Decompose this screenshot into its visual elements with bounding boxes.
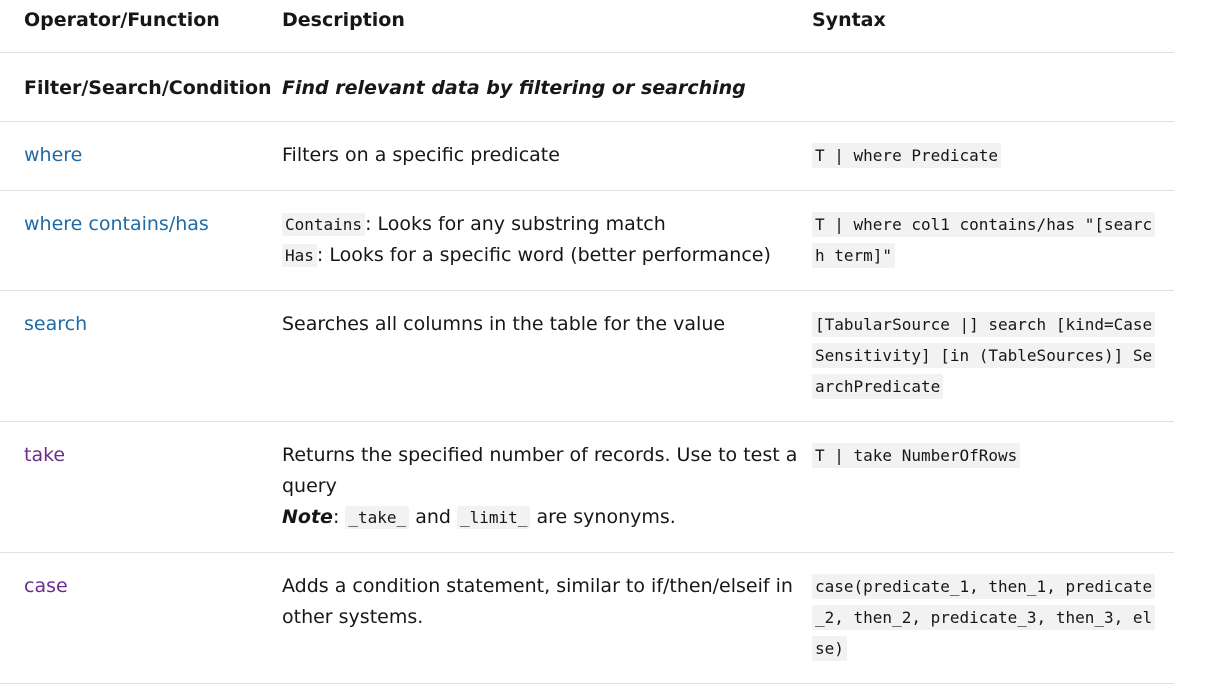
inline-code: Contains: [282, 213, 365, 236]
header-syntax: Syntax: [812, 0, 1174, 53]
syntax-code: [TabularSource |] search [kind=CaseSensitivity] [in (TableSources)] SearchPredicate: [812, 312, 1155, 399]
note-text: and: [409, 506, 458, 528]
description-text: : Looks for any substring match: [365, 213, 666, 235]
row-description: Adds a condition statement, similar to if/then/elseif in other systems.: [282, 553, 812, 684]
description-text: Returns the specified number of records. Use to test a query: [282, 444, 798, 497]
description-text: : Looks for a specific word (better performance): [316, 244, 771, 266]
table-row: [0, 191, 1174, 291]
link-take[interactable]: take: [24, 444, 66, 466]
inline-code: Has: [282, 244, 317, 267]
note-label: Note: [282, 506, 333, 528]
inline-code: _take_: [345, 506, 409, 529]
header-operator: Operator/Function: [0, 0, 282, 53]
note-text: are synonyms.: [530, 506, 676, 528]
table-row: [0, 122, 1174, 191]
description-line: [282, 240, 812, 271]
description-line: [282, 209, 812, 240]
row-syntax: [812, 140, 1156, 171]
syntax-code: case(predicate_1, then_1, predicate_2, then_2, predicate_3, then_3, else): [812, 574, 1155, 661]
inline-code: _limit_: [457, 506, 530, 529]
row-syntax: [812, 209, 1156, 271]
syntax-code: T | where col1 contains/has "[search term]": [812, 212, 1155, 268]
link-search[interactable]: search: [24, 313, 88, 335]
row-description: [282, 422, 812, 553]
row-syntax: [812, 309, 1156, 402]
row-description: Filters on a specific predicate: [282, 122, 812, 191]
table-row: [0, 291, 1174, 422]
note-colon: :: [332, 506, 346, 528]
section-row: [0, 53, 1174, 122]
table-header-row: [0, 0, 1174, 53]
row-description: Searches all columns in the table for the value: [282, 291, 812, 422]
section-syntax-empty: [812, 53, 1174, 122]
link-case[interactable]: case: [24, 575, 68, 597]
row-syntax: [812, 440, 1156, 471]
row-syntax: [812, 571, 1156, 664]
table-row: [0, 422, 1174, 553]
link-where[interactable]: where: [24, 144, 83, 166]
syntax-code: T | where Predicate: [812, 143, 1001, 168]
section-name: Filter/Search/Condition: [0, 53, 282, 122]
table-row: [0, 553, 1174, 684]
link-where-contains-has[interactable]: where contains/has: [24, 213, 209, 235]
header-description: Description: [282, 0, 812, 53]
syntax-code: T | take NumberOfRows: [812, 443, 1020, 468]
row-description: [282, 191, 812, 291]
section-description: Find relevant data by filtering or searching: [282, 53, 812, 122]
